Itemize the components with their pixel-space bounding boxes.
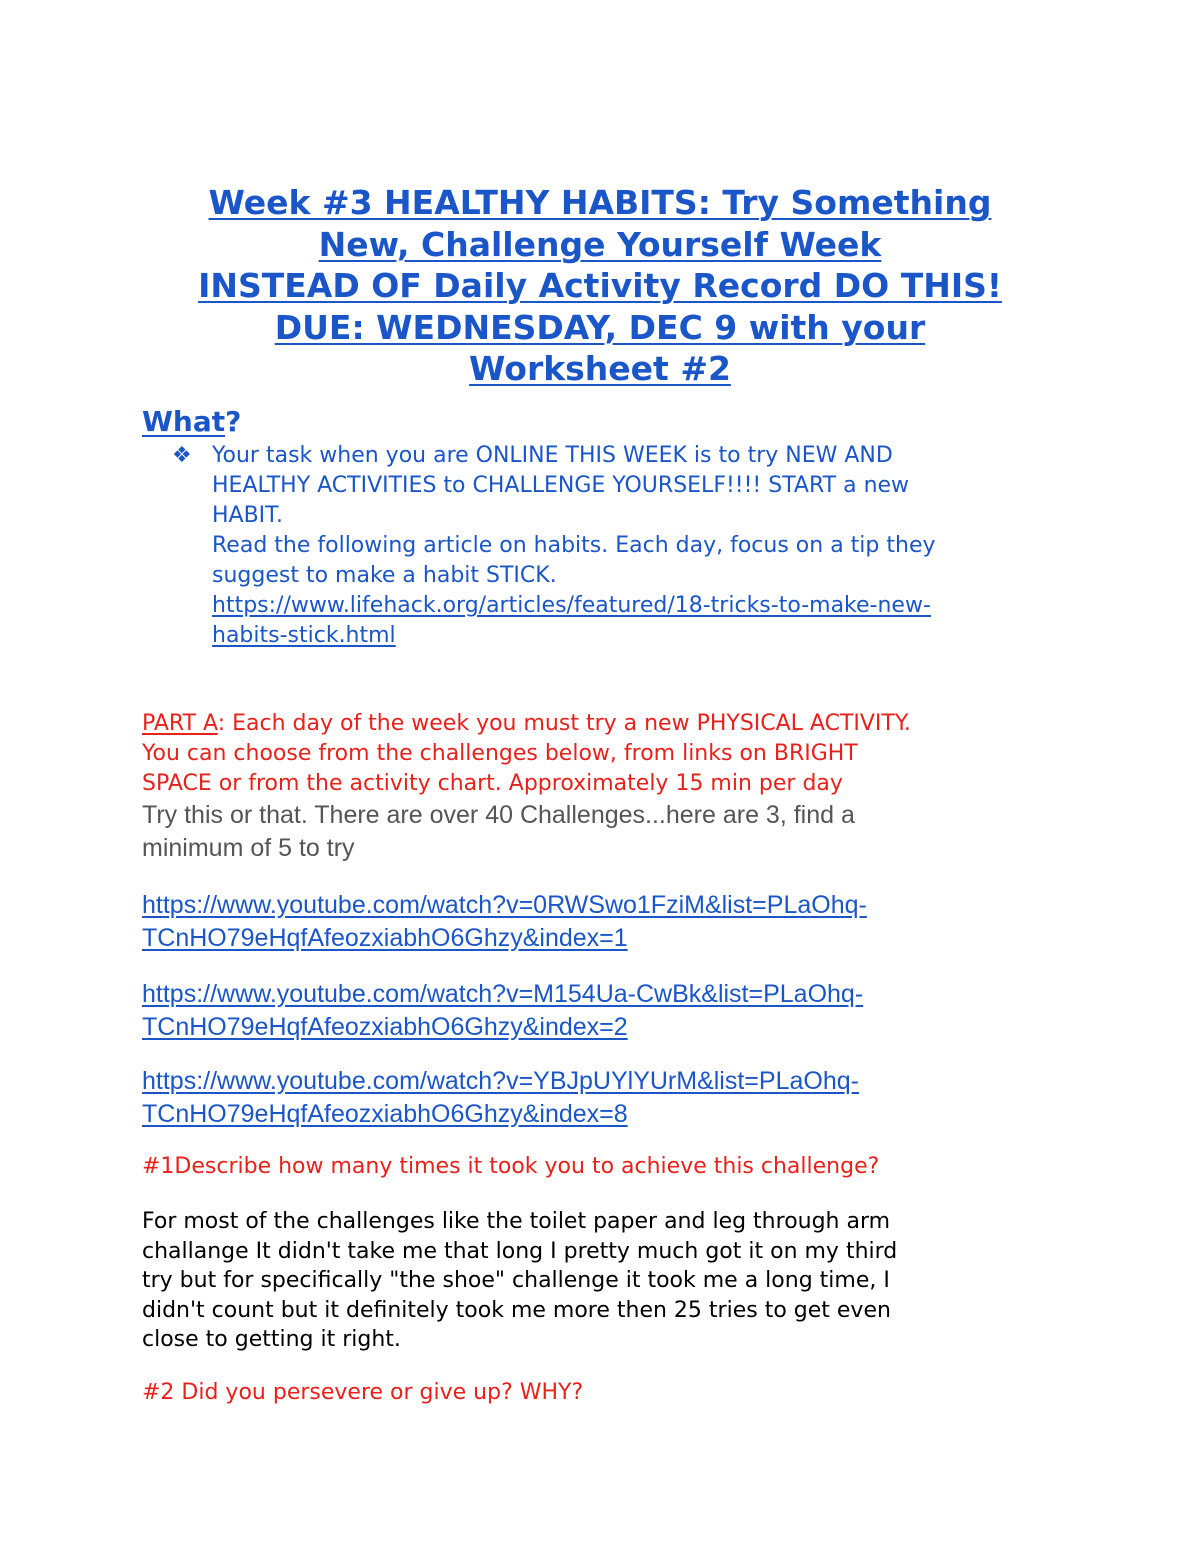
part-a-line-1: : Each day of the week you must try a new PHYSICAL ACTIVITY. (217, 711, 911, 736)
try-this-text (142, 799, 1042, 865)
try-this-line-2: minimum of 5 to try (142, 834, 355, 862)
youtube-link-2-line-1[interactable]: https://www.youtube.com/watch?v=M154Ua-CwBk&list=PLaOhq- (142, 980, 864, 1008)
task-line-1: Your task when you are ONLINE THIS WEEK is to try NEW AND (212, 443, 893, 468)
answer-1-line-2: challange It didn't take me that long I pretty much got it on my third (142, 1238, 898, 1264)
task-line-4: Read the following article on habits. Each day, focus on a tip they (212, 533, 936, 558)
title-line-1: Week #3 HEALTHY HABITS: Try Something (208, 183, 992, 222)
lifehack-link-line-1[interactable]: https://www.lifehack.org/articles/featured/18-tricks-to-make-new- (212, 593, 931, 618)
answer-1-line-1: For most of the challenges like the toilet paper and leg through arm (142, 1209, 891, 1234)
youtube-link-2-line-2[interactable]: TCnHO79eHqfAfeozxiabhO6Ghzy&index=2 (142, 1013, 628, 1041)
answer-1 (142, 1207, 1062, 1355)
lifehack-link-line-2[interactable]: habits-stick.html (212, 623, 396, 648)
part-a-line-2: You can choose from the challenges below, from links on BRIGHT (142, 741, 858, 766)
youtube-link-3-line-2[interactable]: TCnHO79eHqfAfeozxiabhO6Ghzy&index=8 (142, 1100, 628, 1128)
title-line-4: DUE: WEDNESDAY, DEC 9 with your (274, 307, 926, 347)
answer-1-line-3: try but for specifically "the shoe" challenge it took me a long time, I (142, 1268, 890, 1293)
title-line-5: Worksheet #2 (469, 349, 731, 388)
youtube-link-2[interactable] (142, 978, 1042, 1044)
youtube-link-3-line-1[interactable]: https://www.youtube.com/watch?v=YBJpUYlYUrM&list=PLaOhq- (142, 1067, 859, 1095)
question-2: #2 Did you persevere or give up? WHY? (142, 1380, 584, 1405)
answer-1-line-4: didn't count but it definitely took me more then 25 tries to get even (142, 1297, 891, 1323)
worksheet-title (140, 182, 1060, 390)
part-a-instructions (142, 709, 1072, 799)
task-line-2: HEALTHY ACTIVITIES to CHALLENGE YOURSELF!!!! START a new (212, 473, 910, 498)
question-1: #1Describe how many times it took you to achieve this challenge? (142, 1154, 880, 1179)
task-description (212, 441, 1072, 651)
task-line-3: HABIT. (212, 503, 283, 528)
title-line-3: INSTEAD OF Daily Activity Record DO THIS! (198, 266, 1002, 305)
title-line-2: New, Challenge Yourself Week (318, 224, 882, 264)
try-this-line-1: Try this or that. There are over 40 Challenges...here are 3, find a (142, 801, 855, 829)
what-heading-text: What (142, 405, 226, 438)
part-a-label: PART A (142, 711, 218, 736)
youtube-link-3[interactable] (142, 1065, 1042, 1131)
lifehack-article-link[interactable] (212, 593, 931, 648)
diamond-bullet-icon: ❖ (172, 443, 192, 468)
youtube-link-1-line-1[interactable]: https://www.youtube.com/watch?v=0RWSwo1FziM&list=PLaOhq- (142, 891, 867, 919)
what-heading-suffix: ? (225, 405, 242, 438)
what-heading (142, 404, 241, 440)
youtube-link-1-line-2[interactable]: TCnHO79eHqfAfeozxiabhO6Ghzy&index=1 (142, 924, 628, 952)
part-a-line-3: SPACE or from the activity chart. Approximately 15 min per day (142, 771, 843, 796)
youtube-link-1[interactable] (142, 889, 1042, 955)
task-line-5: suggest to make a habit STICK. (212, 563, 557, 588)
answer-1-line-5: close to getting it right. (142, 1327, 401, 1352)
